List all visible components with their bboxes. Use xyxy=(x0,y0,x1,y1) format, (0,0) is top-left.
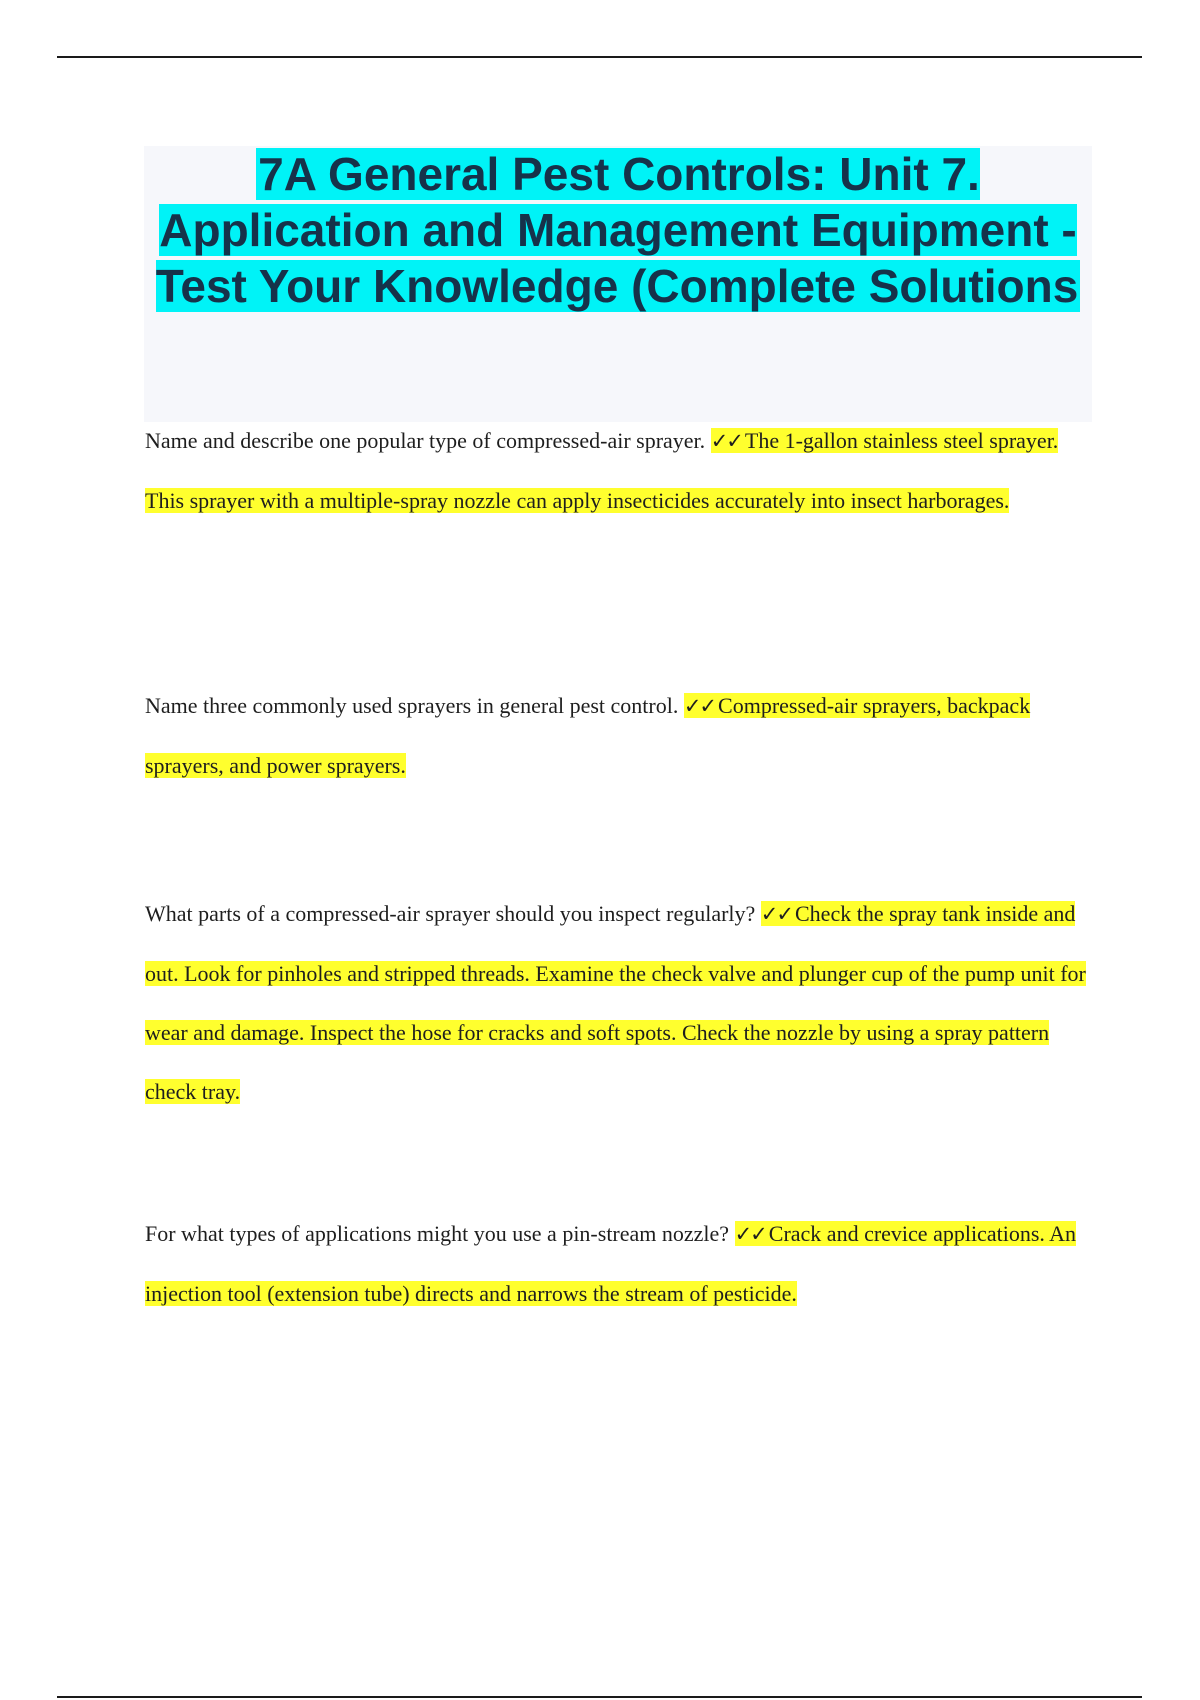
top-rule xyxy=(57,56,1142,58)
answer-text: Crack and crevice applications. An injection tool (extension tube) directs and narrows the stream of pesticide. xyxy=(145,1221,1077,1306)
check-mark-icon: ✓✓ xyxy=(710,429,742,453)
check-mark-icon: ✓✓ xyxy=(734,1222,766,1246)
question-text: Name three commonly used sprayers in general pest control. xyxy=(145,693,679,718)
check-mark-icon: ✓✓ xyxy=(683,694,716,718)
answer-text: Compressed-air sprayers, backpack sprayers, and power sprayers. xyxy=(145,693,1031,778)
check-mark-icon: ✓✓ xyxy=(760,902,792,926)
question-text: Name and describe one popular type of compressed-air sprayer. xyxy=(145,428,706,453)
question-text: For what types of applications might you use a pin-stream nozzle? xyxy=(145,1221,730,1246)
qa-item xyxy=(145,884,1090,1121)
bottom-rule xyxy=(57,1696,1142,1698)
qa-item xyxy=(145,676,1090,795)
question-text: What parts of a compressed-air sprayer should you inspect regularly? xyxy=(145,901,756,926)
title-highlight: 7A General Pest Controls: Unit 7. Application and Management Equipment - Test Your Knowledge (Complete Solutions xyxy=(155,148,1079,312)
answer-text: Check the spray tank inside and out. Look for pinholes and stripped threads. Examine the check valve and plunger cup of the pump unit for wear and damage. Inspect the hose for cracks and soft spots. Check the nozzle by using a spray pattern check tray. xyxy=(145,901,1086,1104)
qa-item xyxy=(145,1204,1090,1323)
qa-item xyxy=(145,411,1090,530)
answer-highlight xyxy=(145,901,1086,1104)
document-title xyxy=(144,146,1092,314)
title-block xyxy=(144,146,1092,422)
answer-text: The 1-gallon stainless steel sprayer. This sprayer with a multiple-spray nozzle can apply insecticides accurately into insect harborages. xyxy=(145,428,1059,513)
